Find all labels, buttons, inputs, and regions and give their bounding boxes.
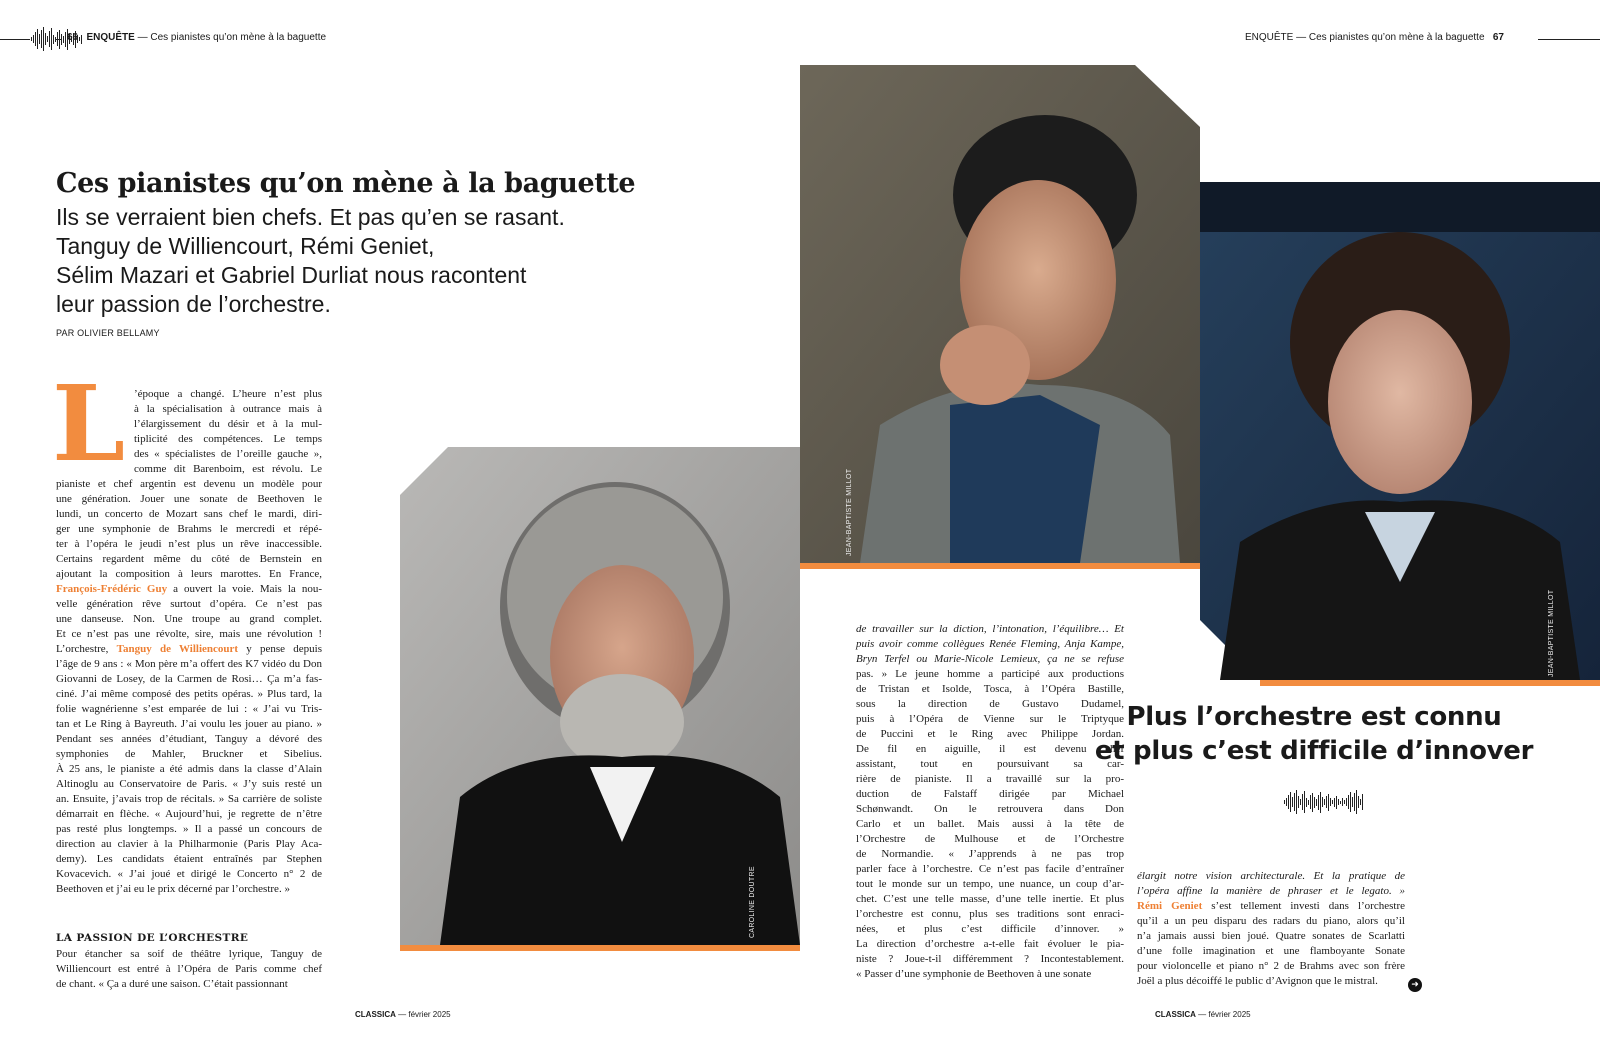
byline: PAR OLIVIER BELLAMY xyxy=(56,328,160,338)
photo-2-credit: JEAN-BAPTISTE MILLOT xyxy=(846,468,853,556)
photo-1-accent-bar xyxy=(400,945,800,951)
text-line: Schønwandt. On le retrouvera dans Don xyxy=(856,803,1124,815)
text-line: pas resté plus longtemps. » Il a passé un concours de xyxy=(56,823,322,835)
deck-line: Ils se verraient bien chefs. Et pas qu’en se rasant. xyxy=(56,204,565,230)
text-line: Kovacevich. « J’ai joué et dirigé le Concerto n° 2 de xyxy=(56,868,322,880)
text-line: à la spécialisation à outrance mais à xyxy=(134,403,322,415)
text-line: ciné. J’ai même composé des petits opéras. » Plus tard, la xyxy=(56,688,322,700)
text-line: symphonies de Mahler, Bruckner et Sibelius. xyxy=(56,748,322,760)
issue-date: février 2025 xyxy=(1208,1010,1251,1019)
header-dash: — xyxy=(137,32,148,43)
text-line: Et ce n’est pas une révolte, sire, mais une révolution ! xyxy=(56,628,322,640)
text-line: de travailler sur la diction, l’intonation, l’équilibre… Et xyxy=(856,623,1124,635)
text-line: n’a jamais aussi bien joué. Quatre sonates de Scarlatti xyxy=(1137,930,1405,942)
text-line: Pendant ses années d’étudiant, Tanguy a dévoré des xyxy=(56,733,322,745)
photo-francois-frederic-guy xyxy=(400,447,800,945)
text-line: de Normandie. « J’apprends à ne pas trop xyxy=(856,848,1124,860)
deck-line: Sélim Mazari et Gabriel Durliat nous racontent xyxy=(56,262,527,288)
text-line: de chant. « Ça a duré une saison. C’était passionnant xyxy=(56,978,288,990)
text-line: d’une folle imagination et une flamboyante Sonate xyxy=(1137,945,1405,957)
header-left xyxy=(67,32,326,43)
body-column-1 xyxy=(56,387,322,897)
text-line: des « spécialistes de l’oreille gauche », xyxy=(134,448,322,460)
text-line: Certains regardent même du côté de Bernstein en xyxy=(56,553,322,565)
subheading: LA PASSION DE L’ORCHESTRE xyxy=(56,932,249,944)
article-deck xyxy=(56,203,616,319)
body-column-3 xyxy=(1137,869,1405,989)
page-number: 66 xyxy=(67,32,79,43)
text-line: Joël a plus décoiffé le public d’Avignon que le mistral. xyxy=(1137,975,1378,987)
highlighted-name: Rémi Geniet xyxy=(1137,900,1203,912)
header-right xyxy=(1245,32,1504,43)
text-line: « Passer d’une symphonie de Beethoven à une sonate xyxy=(856,968,1092,980)
text-line: ter à l’opéra le jeudi n’est plus un rêve inaccessible. xyxy=(56,538,322,550)
footer-dash: — xyxy=(398,1010,407,1019)
text-line: Pour étancher sa soif de théâtre lyrique, Tanguy de xyxy=(56,948,322,960)
text-line: demy). Les candidats étaient entraînés par Stephen xyxy=(56,853,322,865)
magazine-name: CLASSICA xyxy=(355,1010,396,1019)
text-line: l’Orchestre de Mulhouse et de l’Orchestre xyxy=(856,833,1124,845)
text-line: puis avoir comme collègues Renée Fleming, Anja Kampe, xyxy=(856,638,1124,650)
text-line: velle génération rêve surtout d’opéra. Ce n’est pas xyxy=(56,598,322,610)
text-line: pianiste et chef argentin est devenu un modèle pour xyxy=(56,478,322,490)
text-line: Williencourt est entré à l’Opéra de Paris comme chef xyxy=(56,963,322,975)
text-line: L’orchestre, Tanguy de Williencourt y pense depuis xyxy=(56,643,323,655)
issue-date: février 2025 xyxy=(408,1010,451,1019)
header-dash: — xyxy=(1296,32,1307,43)
continue-arrow-icon: ➜ xyxy=(1408,978,1422,992)
text-line: assistant, tout en poursuivant sa car- xyxy=(856,758,1124,770)
text-line: folie wagnérienne s’est emparée de lui : « J’ai vu Tris- xyxy=(56,703,322,715)
deck-line: leur passion de l’orchestre. xyxy=(56,291,331,317)
text-line: l’âge de 9 ans : « Mon père m’a offert des K7 vidéo du Don xyxy=(56,658,322,670)
text-line: pour violoncelle et piano n° 2 de Brahms avec son frère xyxy=(1137,960,1405,972)
section-label: ENQUÊTE xyxy=(86,32,135,43)
text-line: l’opéra affine la manière de phraser et le legato. » xyxy=(1137,885,1405,897)
header-rule-right xyxy=(1538,39,1600,40)
text-line: comme dit Barenboim, est révolu. Le xyxy=(134,463,322,475)
photo-remi-geniet xyxy=(1200,182,1600,680)
text-line: Altinoglu au Conservatoire de Paris. « J’y suis resté un xyxy=(56,778,322,790)
body-column-2 xyxy=(856,622,1124,982)
pull-quote xyxy=(1084,700,1544,768)
text-line: direction au clavier à la Philharmonie (Paris Play Aca- xyxy=(56,838,322,850)
text-line: tan et Le Ring à Bayreuth. J’ai voulu les jouer au piano. » xyxy=(56,718,322,730)
photo-3-accent-bar xyxy=(1260,680,1600,686)
text-line: rière de pianiste. Il a travaillé sur la pro- xyxy=(856,773,1124,785)
text-line: Giovanni de Losey, de la Carmen de Rosi… Ça m’a fas- xyxy=(56,673,322,685)
text-line: La direction d’orchestre a-t-elle fait évoluer le pia- xyxy=(856,938,1124,950)
text-line: nées, et plus c’est difficile d’innover. » xyxy=(856,923,1124,935)
text-line: pas. » Le jeune homme a participé aux productions xyxy=(856,668,1124,680)
text-line: une génération. Jouer une sonate de Beethoven le xyxy=(56,493,322,505)
text-line: démarrait en flèche. « Aujourd’hui, je regrette de n’être xyxy=(56,808,322,820)
pull-quote-line: et plus c’est difficile d’innover xyxy=(1094,736,1534,766)
deck-line: Tanguy de Williencourt, Rémi Geniet, xyxy=(56,233,435,259)
text-line: qu’il a un peu disparu des radars du piano, alors qu’il xyxy=(1137,915,1405,927)
pull-quote-line: Plus l’orchestre est connu xyxy=(1126,702,1502,732)
magazine-name: CLASSICA xyxy=(1155,1010,1196,1019)
section-label: ENQUÊTE xyxy=(1244,32,1294,43)
drop-cap: L xyxy=(52,362,126,485)
text-line: élargit notre vision architecturale. Et la pratique de xyxy=(1137,870,1405,882)
photo-1-credit: CAROLINE DOUTRE xyxy=(749,866,756,938)
waveform-icon xyxy=(1284,790,1363,814)
text-line: De fil en aiguille, il est devenu chef xyxy=(856,743,1124,755)
text-line: de Tristan et Isolde, Tosca, à l’Opéra Bastille, xyxy=(856,683,1124,695)
text-line: l’orchestre est connu, plus ses traditions sont enraci- xyxy=(856,908,1124,920)
text-line: Rémi Geniet s’est tellement investi dans l’orchestre xyxy=(1137,900,1405,912)
text-line: chet. C’est une telle masse, d’une telle inertie. Et plus xyxy=(856,893,1124,905)
header-topic: Ces pianistes qu’on mène à la baguette xyxy=(1308,32,1485,43)
text-line: sous la direction de Gustavo Dudamel, xyxy=(856,698,1124,710)
text-line: niste ? Joue-t-il différemment ? Incontestablement. xyxy=(856,953,1124,965)
page-number: 67 xyxy=(1492,32,1504,43)
text-line: ’époque a changé. L’heure n’est plus xyxy=(134,388,322,400)
text-line: duction de Falstaff dirigée par Michael xyxy=(856,788,1124,800)
article-title: Ces pianistes qu’on mène à la baguette xyxy=(56,168,636,199)
text-line: parler face à l’orchestre. Ce n’est pas facile d’entraîner xyxy=(856,863,1124,875)
text-line: ger une symphonie de Brahms le mercredi et répé- xyxy=(56,523,322,535)
text-line: Carlo et un ballet. Mais aussi à la tête de xyxy=(856,818,1124,830)
text-line: une danseuse. Non. Une troupe au grand complet. xyxy=(56,613,322,625)
text-line: Beethoven et j’ai eu le prix décerné par l’orchestre. » xyxy=(56,883,290,895)
text-line: Bryn Terfel ou Marie-Nicole Lemieux, ça ne se refuse xyxy=(856,653,1124,665)
text-line: François-Frédéric Guy a ouvert la voie. Mais la nou- xyxy=(56,583,322,595)
footer-dash: — xyxy=(1198,1010,1207,1019)
header-rule-left-2 xyxy=(56,39,62,40)
header-rule-left xyxy=(0,39,30,40)
header-topic: Ces pianistes qu’on mène à la baguette xyxy=(150,32,327,43)
footer-right xyxy=(1155,1010,1251,1019)
text-line: À 25 ans, le pianiste a été admis dans la classe d’Alain xyxy=(56,763,322,775)
text-line: lundi, un concerto de Mozart sans chef le mardi, diri- xyxy=(56,508,322,520)
highlighted-name: Tanguy de Williencourt xyxy=(116,643,239,655)
footer-left xyxy=(355,1010,451,1019)
photo-3-credit: JEAN-BAPTISTE MILLOT xyxy=(1548,589,1555,677)
body-column-1b xyxy=(56,947,322,992)
text-line: de Puccini et le Ring avec Philippe Jordan. xyxy=(856,728,1124,740)
highlighted-name: François-Frédéric Guy xyxy=(56,583,168,595)
text-line: l’élargissement du désir et à la mul- xyxy=(134,418,322,430)
photo-tanguy-de-williencourt xyxy=(800,65,1200,563)
text-line: puis à l’Opéra de Vienne sur le Triptyque xyxy=(856,713,1124,725)
text-line: an. Ensuite, j’avais trop de récitals. » Sa carrière de soliste xyxy=(56,793,322,805)
text-line: ajoutant la composition à leurs marottes. En France, xyxy=(56,568,322,580)
text-line: tiplicité des compétences. Le temps xyxy=(134,433,322,445)
photo-2-accent-bar xyxy=(800,563,1200,569)
text-line: tout le monde sur un tempo, une nuance, un coup d’ar- xyxy=(856,878,1124,890)
